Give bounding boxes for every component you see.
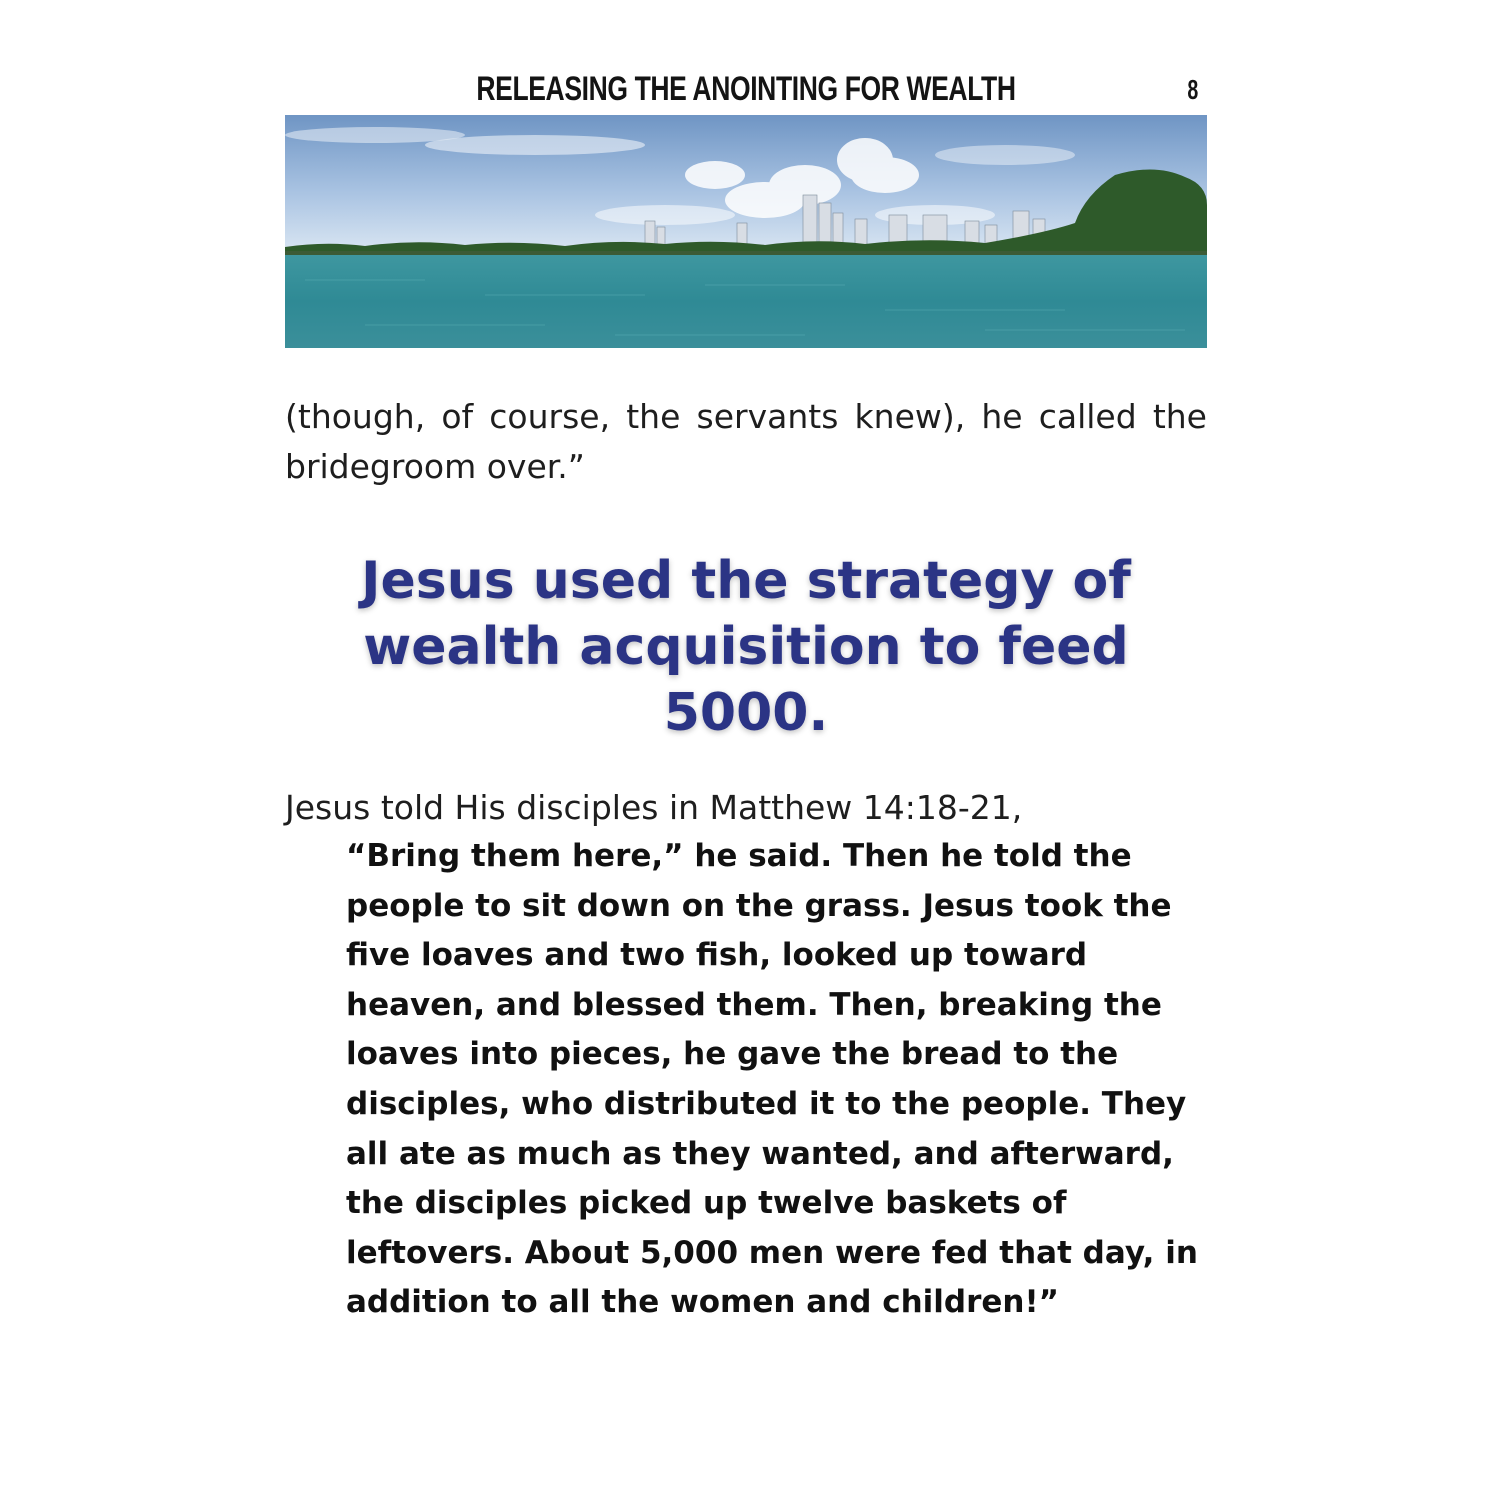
intro-paragraph: (though, of course, the servants knew), he called the bridegroom over.” [285,397,1207,486]
headline [285,548,1207,746]
page-header [285,66,1207,116]
quote-line: the disciples picked up twelve baskets of [346,1185,1067,1222]
quote-line: “Bring them here,” he said. Then he told the [346,838,1132,874]
page-number: 8 [1187,74,1199,105]
headline-line: wealth acquisition to feed [363,617,1129,677]
banner-image [285,115,1207,348]
lead-in-paragraph: Jesus told His disciples in Matthew 14:18-21, [285,788,1023,827]
quote-line: addition to all the women and children!” [346,1284,1059,1321]
quote-line: five loaves and two fish, looked up toward [346,937,1088,974]
quote-line: all ate as much as they wanted, and afterward, [346,1135,1174,1172]
headline-line: Jesus used the strategy of [361,551,1131,611]
quote-line: people to sit down on the grass. Jesus took the [346,887,1172,924]
quote-line: loaves into pieces, he gave the bread to the [346,1036,1119,1073]
headline-line: 5000. [663,683,829,743]
quote-line: leftovers. About 5,000 men were fed that day, in [346,1234,1198,1271]
quote-line: heaven, and blessed them. Then, breaking the [346,986,1162,1023]
quote-line: disciples, who distributed it to the people. They [346,1085,1187,1122]
scripture-quote [346,832,1226,1328]
water [285,255,1207,348]
running-title: RELEASING THE ANOINTING FOR WEALTH [476,70,1016,108]
